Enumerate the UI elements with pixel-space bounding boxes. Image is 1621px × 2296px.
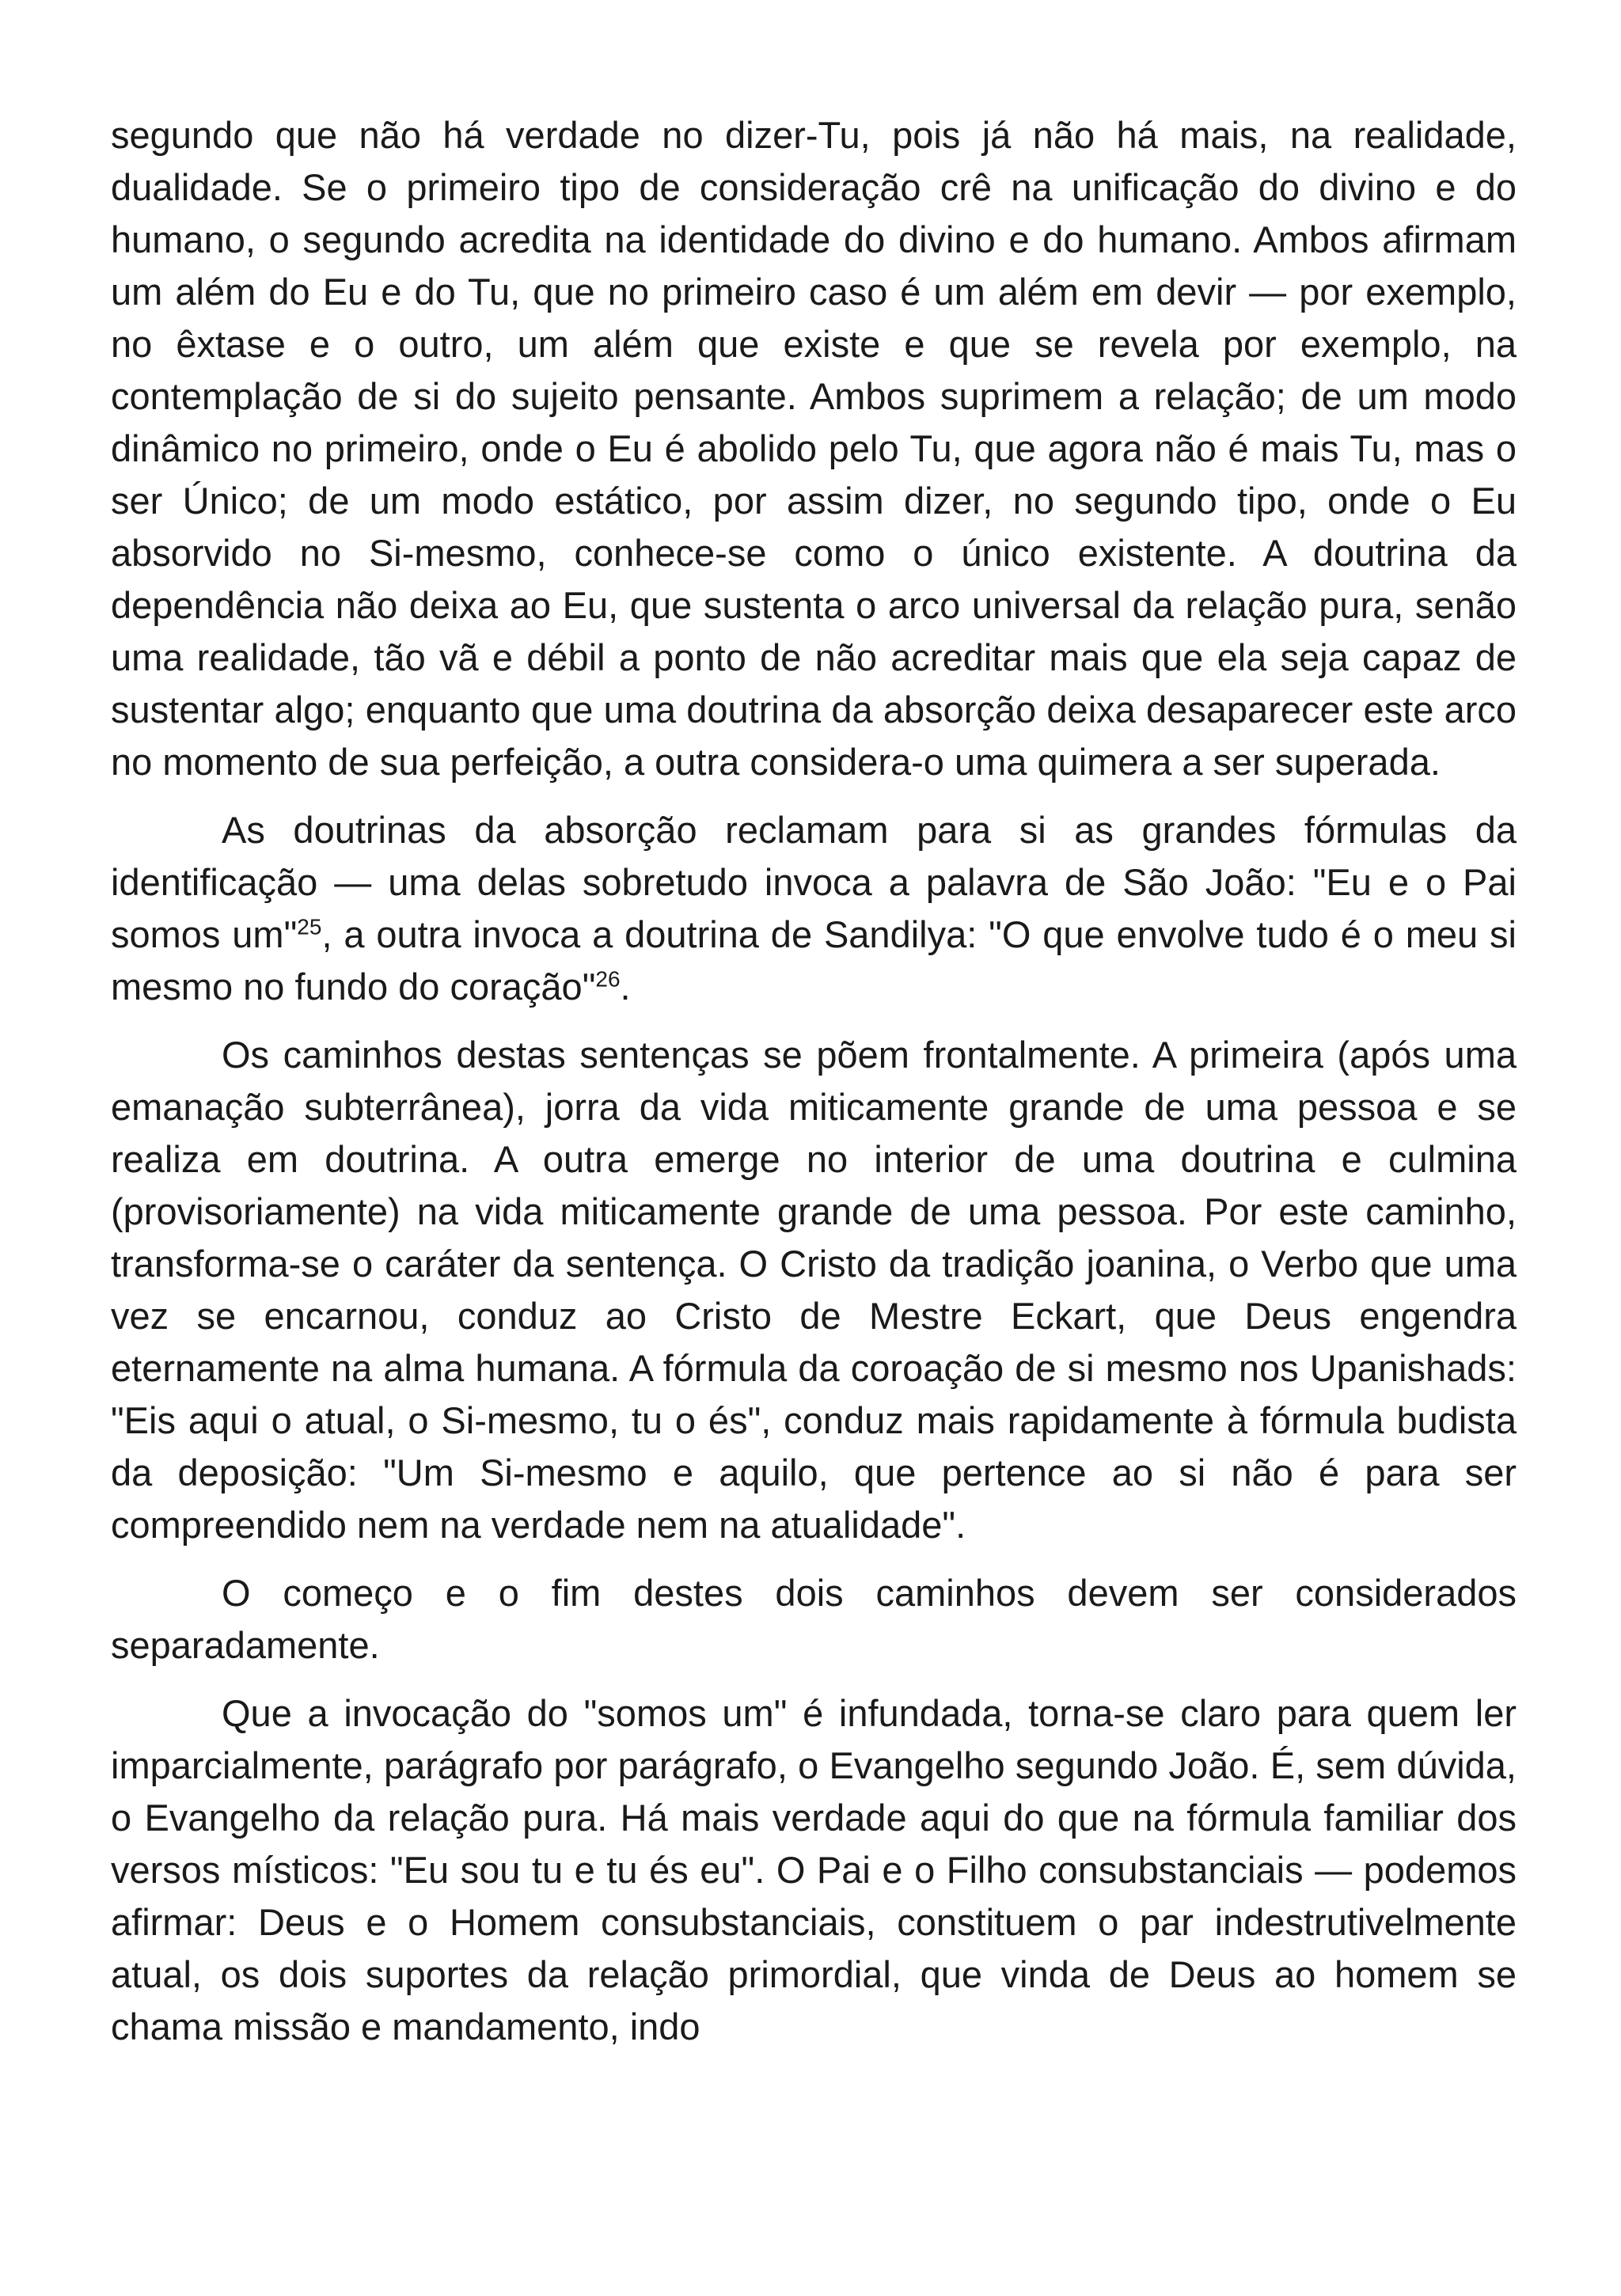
footnote-ref-26[interactable]: 26 [595, 966, 621, 992]
paragraph-3-text: Os caminhos destas sentenças se põem frontalmente. A primeira (após uma emanação subterrânea), jorra da vida miticamente grande de uma pessoa e se realiza em doutrina. A outra emerge no interior de uma doutrina e culmina (provisoriamente) na vida miticamente grande de uma pessoa. Por este caminho, transforma-se o caráter da sentença. O Cristo da tradição joanina, o Verbo que uma vez se encarnou, conduz ao Cristo de Mestre Eckart, que Deus engendra eternamente na alma humana. A fórmula da coroação de si mesmo nos Upanishads: "Eis aqui o atual, o Si-mesmo, tu o és", conduz mais rapidamente à fórmula budista da deposição: "Um Si-mesmo e aquilo, que pertence ao si não é para ser compreendido nem na verdade nem na atualidade". [111, 1034, 1517, 1546]
paragraph-2-text-b: , a outra invoca a doutrina de Sandilya: "O que envolve tudo é o meu si mesmo no fundo do coração" [111, 913, 1517, 1008]
paragraph-1-text: segundo que não há verdade no dizer-Tu, pois já não há mais, na realidade, dualidade. Se o primeiro tipo de consideração crê na unificação do divino e do humano, o segundo acredita na identidade do divino e do humano. Ambos afirmam um além do Eu e do Tu, que no primeiro caso é um além em devir — por exemplo, no êxtase e o outro, um além que existe e que se revela por exemplo, na contemplação de si do sujeito pensante. Ambos suprimem a relação; de um modo dinâmico no primeiro, onde o Eu é abolido pelo Tu, que agora não é mais Tu, mas o ser Único; de um modo estático, por assim dizer, no segundo tipo, onde o Eu absorvido no Si-mesmo, conhece-se como o único existente. A doutrina da dependência não deixa ao Eu, que sustenta o arco universal da relação pura, senão uma realidade, tão vã e débil a ponto de não acreditar mais que ela seja capaz de sustentar algo; enquanto que uma doutrina da absorção deixa desaparecer este arco no momento de sua perfeição, a outra considera-o uma quimera a ser superada. [111, 114, 1517, 783]
footnote-ref-25[interactable]: 25 [297, 914, 322, 939]
paragraph-2-text-c: . [620, 966, 631, 1008]
paragraph-3 [111, 1029, 1517, 1551]
document-page [111, 109, 1517, 2069]
paragraph-5-text: Que a invocação do "somos um" é infundada, torna-se claro para quem ler imparcialmente, parágrafo por parágrafo, o Evangelho segundo João. É, sem dúvida, o Evangelho da relação pura. Há mais verdade aqui do que na fórmula familiar dos versos místicos: "Eu sou tu e tu és eu". O Pai e o Filho consubstanciais — podemos afirmar: Deus e o Homem consubstanciais, constituem o par indestrutivelmente atual, os dois suportes da relação primordial, que vinda de Deus ao homem se chama missão e mandamento, indo [111, 1692, 1517, 2047]
paragraph-4 [111, 1567, 1517, 1672]
paragraph-2 [111, 804, 1517, 1013]
paragraph-5 [111, 1687, 1517, 2053]
paragraph-4-text: O começo e o fim destes dois caminhos devem ser considerados separadamente. [111, 1572, 1517, 1666]
paragraph-2-text-a: As doutrinas da absorção reclamam para si as grandes fórmulas da identificação — uma delas sobretudo invoca a palavra de São João: "Eu e o Pai somos um" [111, 809, 1517, 955]
paragraph-1 [111, 109, 1517, 788]
